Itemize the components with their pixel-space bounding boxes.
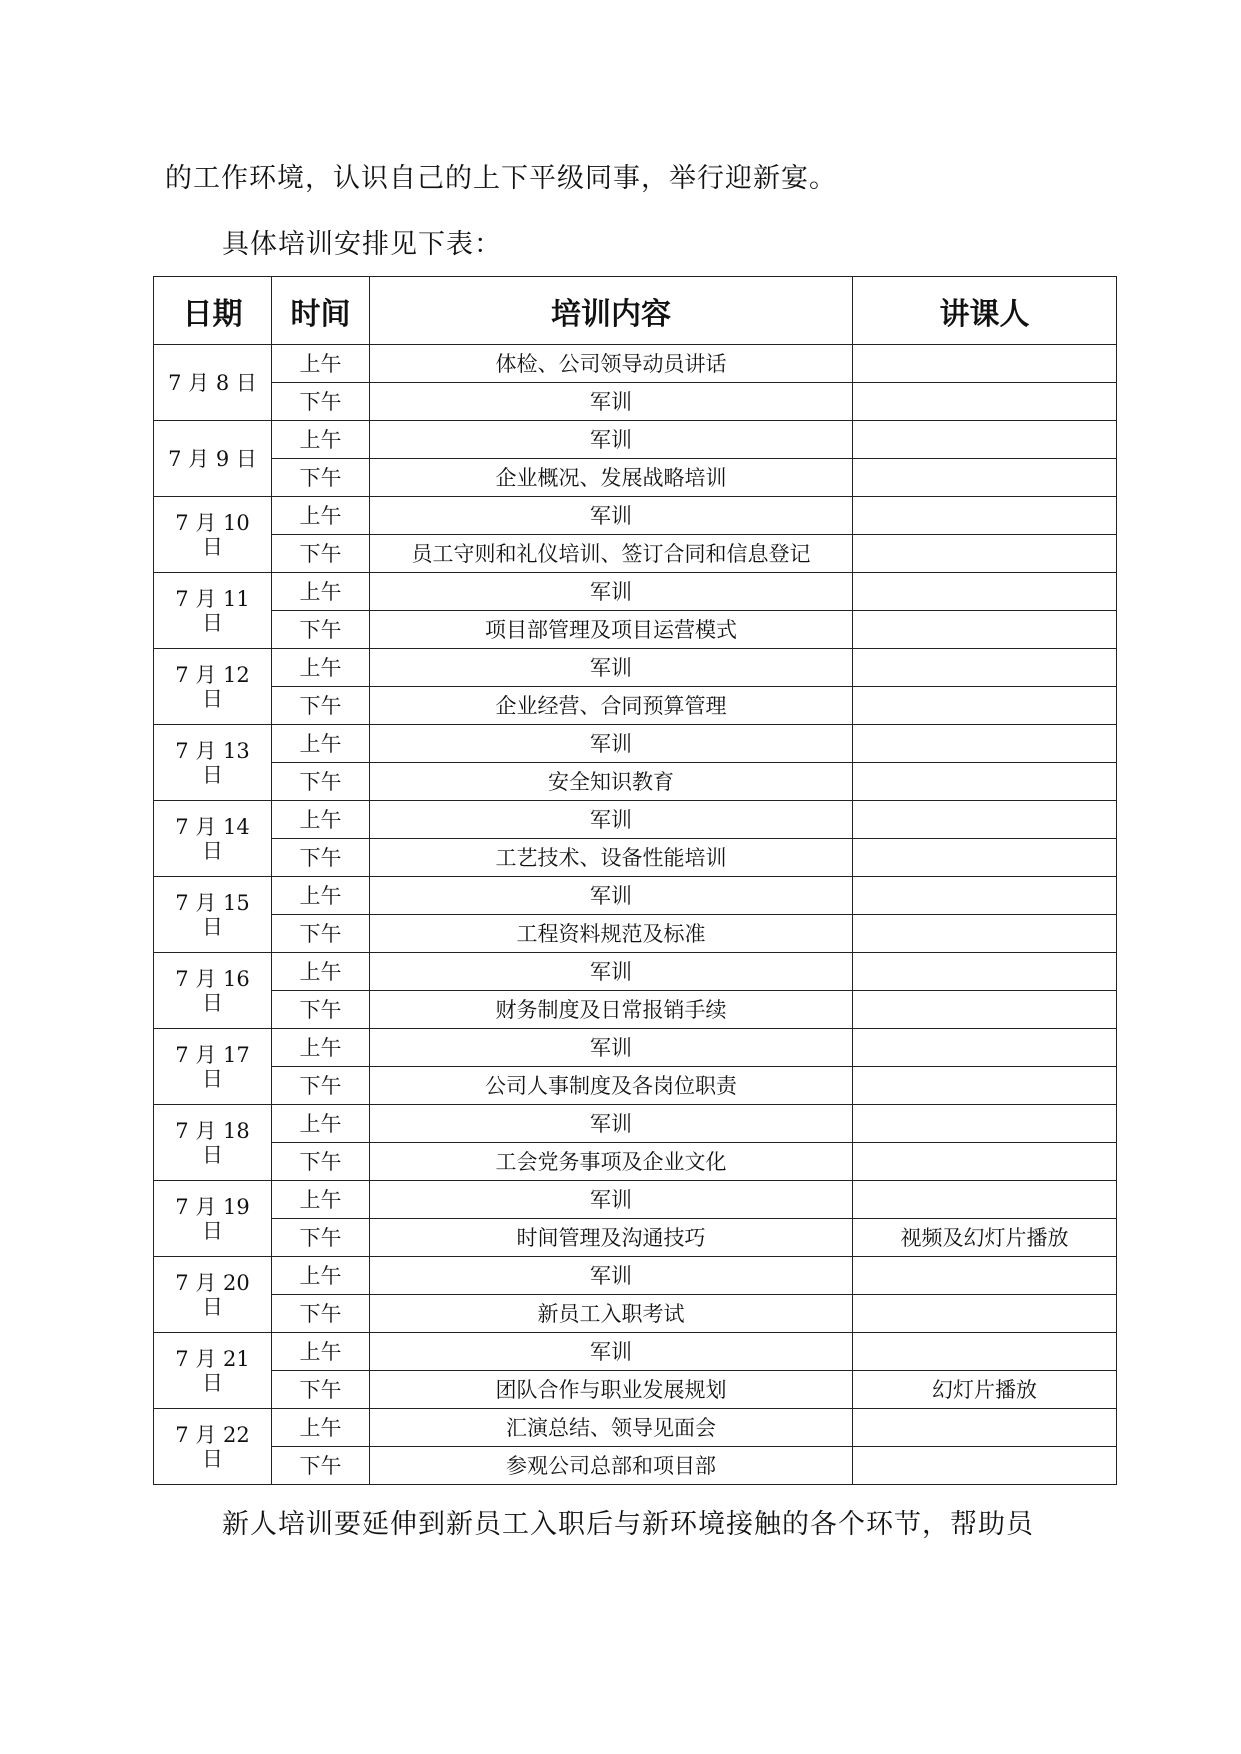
date-text-suffix: 日 — [202, 610, 223, 635]
lecturer-cell — [853, 497, 1117, 535]
content-cell: 财务制度及日常报销手续 — [370, 991, 853, 1029]
lecturer-cell — [853, 953, 1117, 991]
lecturer-cell — [853, 535, 1117, 573]
date-text-suffix: 日 — [202, 914, 223, 939]
content-cell: 参观公司总部和项目部 — [370, 1447, 853, 1485]
date-text: 7 月 21 — [175, 1346, 250, 1371]
time-cell-am: 上午 — [272, 1029, 370, 1067]
content-cell: 军训 — [370, 383, 853, 421]
time-cell-pm: 下午 — [272, 383, 370, 421]
lecturer-cell — [853, 1333, 1117, 1371]
table-row — [154, 1181, 1117, 1219]
table-row — [154, 1105, 1117, 1143]
date-cell — [154, 1333, 272, 1409]
content-cell: 体检、公司领导动员讲话 — [370, 345, 853, 383]
lecturer-cell — [853, 383, 1117, 421]
content-cell: 项目部管理及项目运营模式 — [370, 611, 853, 649]
table-body — [154, 345, 1117, 1485]
time-cell-pm: 下午 — [272, 1295, 370, 1333]
table-row — [154, 1447, 1117, 1485]
lecturer-cell — [853, 1143, 1117, 1181]
date-cell — [154, 1181, 272, 1257]
date-text: 7 月 9 日 — [168, 446, 257, 471]
content-cell: 军训 — [370, 725, 853, 763]
lecturer-cell — [853, 1447, 1117, 1485]
date-text: 7 月 11 — [175, 586, 250, 611]
date-cell — [154, 649, 272, 725]
time-cell-am: 上午 — [272, 1257, 370, 1295]
content-cell: 汇演总结、领导见面会 — [370, 1409, 853, 1447]
date-text: 7 月 16 — [175, 966, 250, 991]
content-cell: 军训 — [370, 573, 853, 611]
date-text: 7 月 13 — [175, 738, 250, 763]
date-text: 7 月 17 — [175, 1042, 250, 1067]
closing-paragraph: 新人培训要延伸到新员工入职后与新环境接触的各个环节，帮助员 — [222, 1509, 1034, 1540]
header-content: 培训内容 — [370, 277, 853, 345]
date-text-suffix: 日 — [202, 762, 223, 787]
date-cell — [154, 725, 272, 801]
time-cell-pm: 下午 — [272, 611, 370, 649]
date-cell — [154, 573, 272, 649]
lecturer-cell: 视频及幻灯片播放 — [853, 1219, 1117, 1257]
table-row — [154, 649, 1117, 687]
lecturer-cell — [853, 801, 1117, 839]
date-cell — [154, 1105, 272, 1181]
lecturer-cell — [853, 1029, 1117, 1067]
date-text-suffix: 日 — [202, 686, 223, 711]
date-cell — [154, 1257, 272, 1333]
table-row — [154, 459, 1117, 497]
date-text: 7 月 22 — [175, 1422, 250, 1447]
table-row — [154, 1409, 1117, 1447]
date-cell — [154, 877, 272, 953]
date-text-suffix: 日 — [202, 534, 223, 559]
lecturer-cell — [853, 573, 1117, 611]
content-cell: 军训 — [370, 497, 853, 535]
date-text-suffix: 日 — [202, 1294, 223, 1319]
time-cell-am: 上午 — [272, 345, 370, 383]
date-text: 7 月 14 — [175, 814, 250, 839]
table-row — [154, 497, 1117, 535]
date-cell — [154, 801, 272, 877]
time-cell-am: 上午 — [272, 573, 370, 611]
header-lecturer: 讲课人 — [853, 277, 1117, 345]
table-row — [154, 1371, 1117, 1409]
date-text-suffix: 日 — [202, 838, 223, 863]
table-row — [154, 877, 1117, 915]
lecturer-cell — [853, 763, 1117, 801]
time-cell-pm: 下午 — [272, 1219, 370, 1257]
table-row — [154, 611, 1117, 649]
time-cell-pm: 下午 — [272, 839, 370, 877]
time-cell-pm: 下午 — [272, 991, 370, 1029]
lecturer-cell — [853, 611, 1117, 649]
time-cell-am: 上午 — [272, 1181, 370, 1219]
lecturer-cell — [853, 839, 1117, 877]
training-schedule-table — [153, 276, 1117, 1485]
time-cell-am: 上午 — [272, 649, 370, 687]
date-text: 7 月 10 — [175, 510, 250, 535]
time-cell-am: 上午 — [272, 801, 370, 839]
table-row — [154, 763, 1117, 801]
table-row — [154, 1029, 1117, 1067]
content-cell: 军训 — [370, 1181, 853, 1219]
content-cell: 团队合作与职业发展规划 — [370, 1371, 853, 1409]
table-row — [154, 421, 1117, 459]
date-cell — [154, 1409, 272, 1485]
content-cell: 员工守则和礼仪培训、签订合同和信息登记 — [370, 535, 853, 573]
table-row — [154, 535, 1117, 573]
time-cell-pm: 下午 — [272, 459, 370, 497]
time-cell-am: 上午 — [272, 953, 370, 991]
lecturer-cell — [853, 725, 1117, 763]
content-cell: 时间管理及沟通技巧 — [370, 1219, 853, 1257]
content-cell: 军训 — [370, 1029, 853, 1067]
time-cell-pm: 下午 — [272, 915, 370, 953]
time-cell-pm: 下午 — [272, 1371, 370, 1409]
table-row — [154, 383, 1117, 421]
lecturer-cell — [853, 991, 1117, 1029]
content-cell: 企业概况、发展战略培训 — [370, 459, 853, 497]
content-cell: 工程资料规范及标准 — [370, 915, 853, 953]
date-text-suffix: 日 — [202, 1218, 223, 1243]
lecturer-cell: 幻灯片播放 — [853, 1371, 1117, 1409]
date-text: 7 月 12 — [175, 662, 250, 687]
content-cell: 军训 — [370, 1333, 853, 1371]
date-cell — [154, 421, 272, 497]
content-cell: 工艺技术、设备性能培训 — [370, 839, 853, 877]
time-cell-am: 上午 — [272, 877, 370, 915]
lecturer-cell — [853, 1181, 1117, 1219]
content-cell: 新员工入职考试 — [370, 1295, 853, 1333]
date-text: 7 月 15 — [175, 890, 250, 915]
table-row — [154, 1295, 1117, 1333]
table-row — [154, 839, 1117, 877]
lecturer-cell — [853, 1105, 1117, 1143]
table-row — [154, 953, 1117, 991]
time-cell-am: 上午 — [272, 1409, 370, 1447]
table-header-row — [154, 277, 1117, 345]
lecturer-cell — [853, 877, 1117, 915]
date-text-suffix: 日 — [202, 990, 223, 1015]
time-cell-am: 上午 — [272, 1333, 370, 1371]
content-cell: 军训 — [370, 649, 853, 687]
time-cell-am: 上午 — [272, 421, 370, 459]
date-cell — [154, 953, 272, 1029]
date-text-suffix: 日 — [202, 1370, 223, 1395]
content-cell: 公司人事制度及各岗位职责 — [370, 1067, 853, 1105]
time-cell-pm: 下午 — [272, 1143, 370, 1181]
content-cell: 企业经营、合同预算管理 — [370, 687, 853, 725]
lecturer-cell — [853, 1257, 1117, 1295]
time-cell-am: 上午 — [272, 497, 370, 535]
table-row — [154, 1333, 1117, 1371]
lecturer-cell — [853, 459, 1117, 497]
table-row — [154, 801, 1117, 839]
table-row — [154, 1143, 1117, 1181]
content-cell: 军训 — [370, 1105, 853, 1143]
content-cell: 军训 — [370, 801, 853, 839]
table-row — [154, 1257, 1117, 1295]
date-cell — [154, 1029, 272, 1105]
table-row — [154, 915, 1117, 953]
table-row — [154, 573, 1117, 611]
date-text: 7 月 19 — [175, 1194, 250, 1219]
date-text: 7 月 20 — [175, 1270, 250, 1295]
lecturer-cell — [853, 1409, 1117, 1447]
date-text-suffix: 日 — [202, 1142, 223, 1167]
table-row — [154, 1067, 1117, 1105]
date-cell — [154, 345, 272, 421]
content-cell: 军训 — [370, 1257, 853, 1295]
date-text-suffix: 日 — [202, 1066, 223, 1091]
content-cell: 军训 — [370, 421, 853, 459]
lecturer-cell — [853, 915, 1117, 953]
table-row — [154, 687, 1117, 725]
lecturer-cell — [853, 687, 1117, 725]
lecturer-cell — [853, 1067, 1117, 1105]
content-cell: 工会党务事项及企业文化 — [370, 1143, 853, 1181]
time-cell-am: 上午 — [272, 1105, 370, 1143]
time-cell-pm: 下午 — [272, 687, 370, 725]
lecturer-cell — [853, 1295, 1117, 1333]
time-cell-pm: 下午 — [272, 763, 370, 801]
date-text-suffix: 日 — [202, 1446, 223, 1471]
lecturer-cell — [853, 421, 1117, 459]
time-cell-pm: 下午 — [272, 535, 370, 573]
time-cell-am: 上午 — [272, 725, 370, 763]
table-row — [154, 725, 1117, 763]
content-cell: 安全知识教育 — [370, 763, 853, 801]
date-text: 7 月 8 日 — [168, 370, 257, 395]
date-text: 7 月 18 — [175, 1118, 250, 1143]
lecturer-cell — [853, 649, 1117, 687]
table-row — [154, 1219, 1117, 1257]
lecturer-cell — [853, 345, 1117, 383]
time-cell-pm: 下午 — [272, 1067, 370, 1105]
header-time: 时间 — [272, 277, 370, 345]
header-date: 日期 — [154, 277, 272, 345]
table-row — [154, 345, 1117, 383]
content-cell: 军训 — [370, 877, 853, 915]
time-cell-pm: 下午 — [272, 1447, 370, 1485]
date-cell — [154, 497, 272, 573]
table-row — [154, 991, 1117, 1029]
table-intro-paragraph: 具体培训安排见下表： — [222, 229, 502, 260]
intro-paragraph: 的工作环境，认识自己的上下平级同事，举行迎新宴。 — [165, 163, 837, 194]
content-cell: 军训 — [370, 953, 853, 991]
